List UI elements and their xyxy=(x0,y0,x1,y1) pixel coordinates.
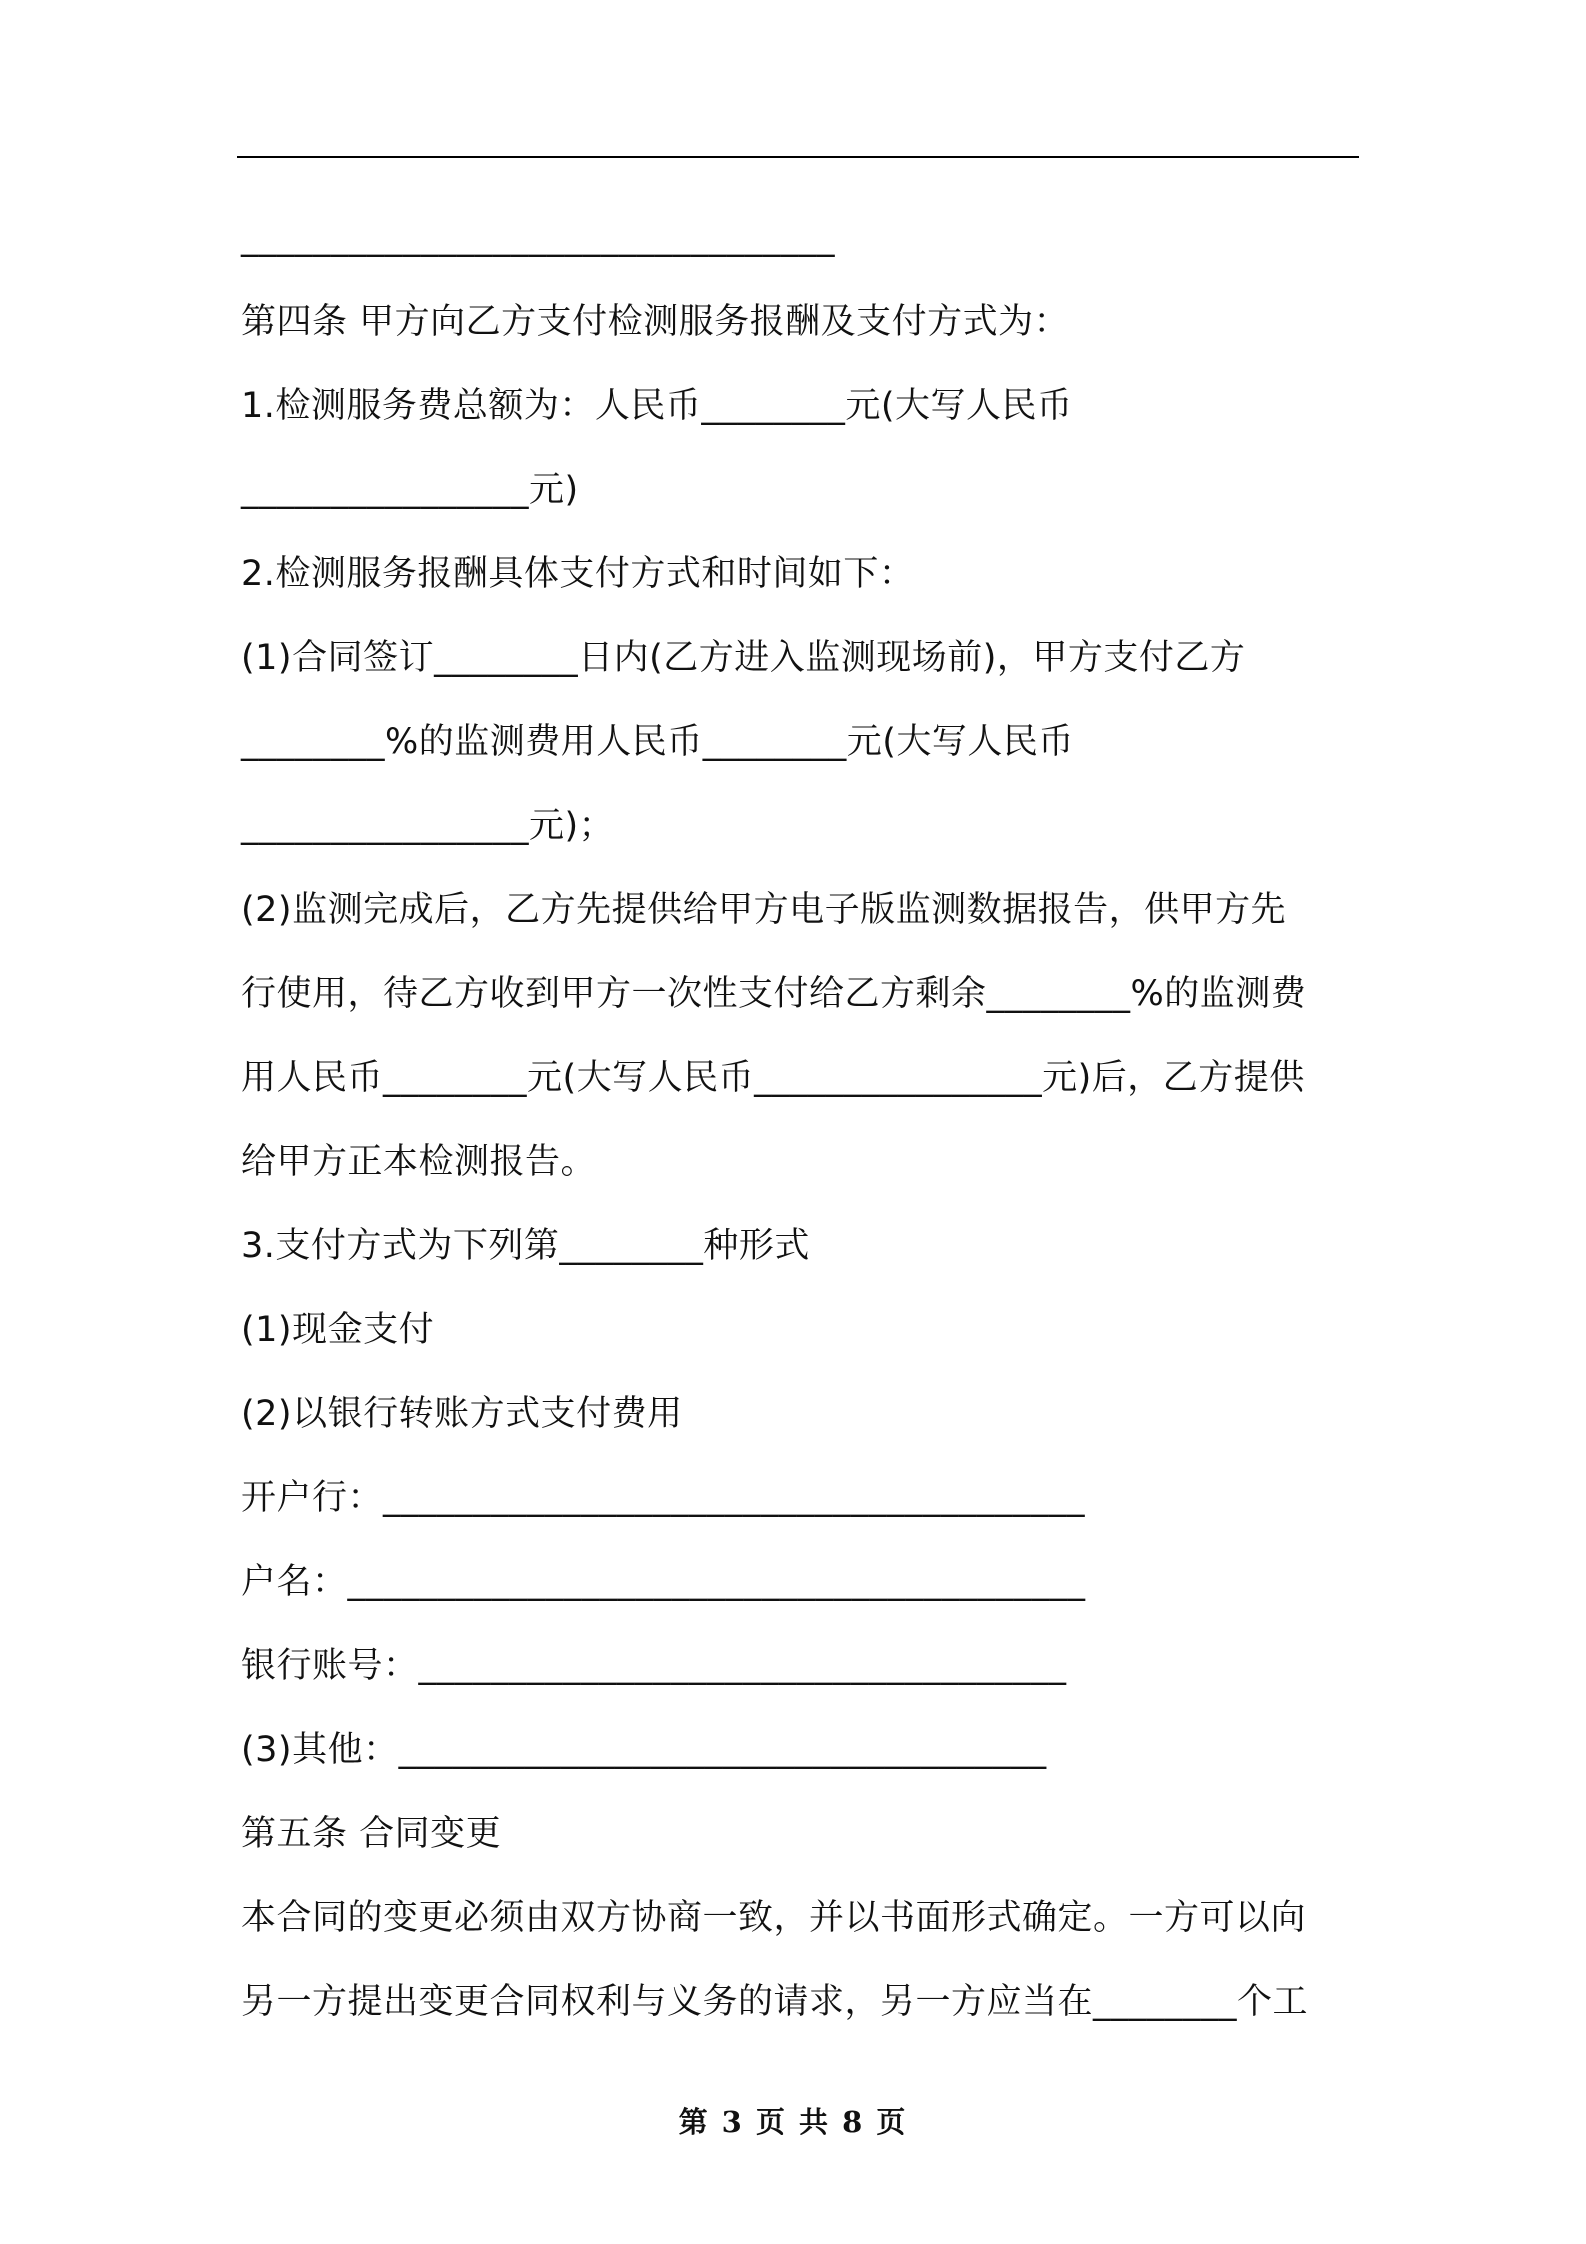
paragraph-line: (1)合同签订________日内(乙方进入监测现场前)，甲方支付乙方 xyxy=(241,638,1246,678)
paragraph-line: (1)现金支付 xyxy=(241,1310,435,1350)
paragraph-line: ________%的监测费用人民币________元(大写人民币 xyxy=(241,722,1074,762)
paragraph-line: 用人民币________元(大写人民币________________元)后，乙方提供 xyxy=(241,1058,1305,1098)
article-5-heading: 第五条 合同变更 xyxy=(241,1814,502,1854)
header-rule xyxy=(237,156,1359,158)
bank-name-field: 开户行：_______________________________________ xyxy=(241,1478,1086,1518)
paragraph-line: 本合同的变更必须由双方协商一致，并以书面形式确定。一方可以向 xyxy=(241,1898,1307,1938)
paragraph-line: (2)以银行转账方式支付费用 xyxy=(241,1394,683,1434)
paragraph-line: (2)监测完成后，乙方先提供给甲方电子版监测数据报告，供甲方先 xyxy=(241,890,1287,930)
paragraph-line: 1.检测服务费总额为：人民币________元(大写人民币 xyxy=(241,386,1073,426)
paragraph-line: 行使用，待乙方收到甲方一次性支付给乙方剩余________%的监测费 xyxy=(241,974,1307,1014)
paragraph-line: ________________元)； xyxy=(241,806,615,846)
account-number-field: 银行账号：____________________________________ xyxy=(241,1646,1067,1686)
page-number: 第 3 页 共 8 页 xyxy=(678,2105,908,2139)
paragraph-line: 给甲方正本检测报告。 xyxy=(241,1142,597,1182)
article-4-heading: 第四条 甲方向乙方支付检测服务报酬及支付方式为： xyxy=(241,302,1070,342)
paragraph-line: ________________元) xyxy=(241,470,579,510)
document-body xyxy=(241,196,1361,2044)
paragraph-line: 3.支付方式为下列第________种形式 xyxy=(241,1226,810,1266)
paragraph-line: 2.检测服务报酬具体支付方式和时间如下： xyxy=(241,554,915,594)
blank-line: _________________________________ xyxy=(241,218,835,258)
account-name-field: 户名：_________________________________________ xyxy=(241,1562,1086,1602)
paragraph-line: 另一方提出变更合同权利与义务的请求，另一方应当在________个工 xyxy=(241,1982,1309,2022)
other-field: (3)其他：____________________________________ xyxy=(241,1730,1047,1770)
